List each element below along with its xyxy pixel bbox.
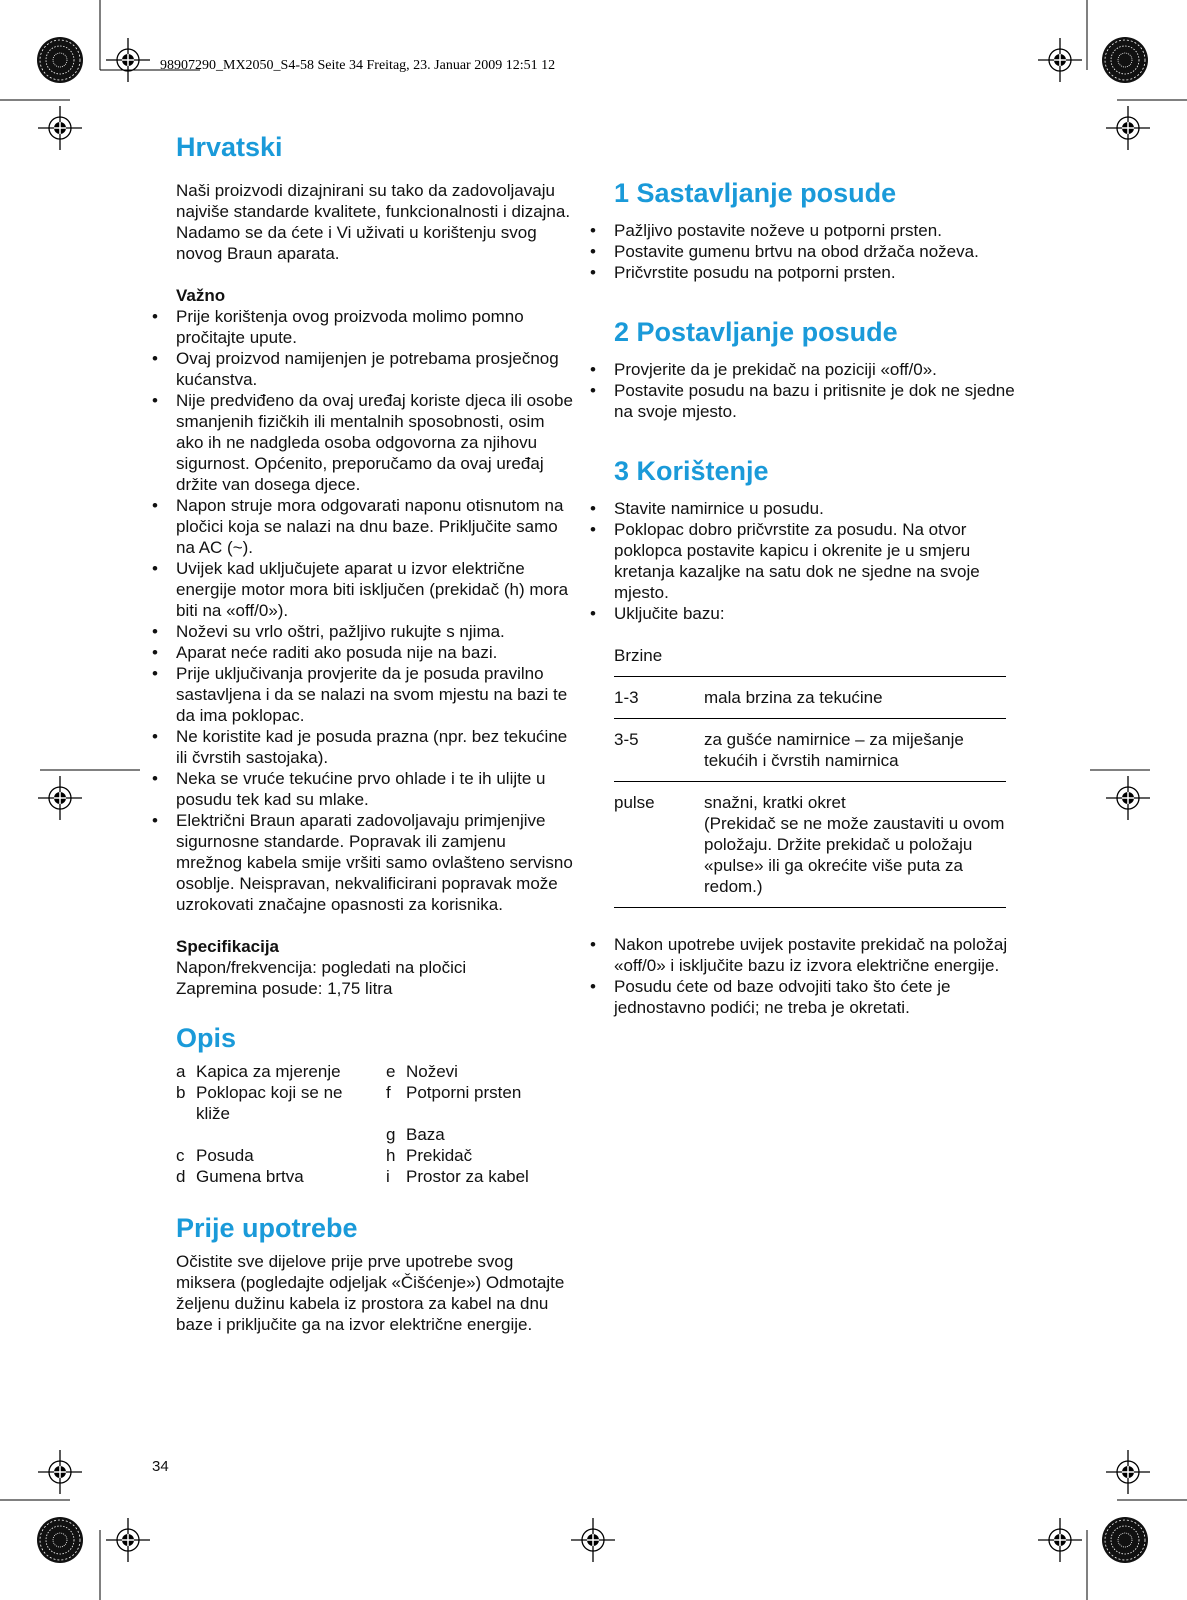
section-2-title: 2 Postavljanje posude [614,317,898,347]
important-list [176,306,576,915]
right-column [614,176,1034,1018]
section-1-list [614,220,1034,283]
registration-star-icon [37,1517,83,1563]
part-item: g Baza [386,1125,445,1144]
registration-star-icon [1102,1517,1148,1563]
before-use-text: Očistite sve dijelove prije prve upotrebe svog miksera (pogledajte odjeljak «Čišćenje») Odmotajte željenu dužinu kabela iz prostora za kabel na dnu baze i priključite ga na izvor električne energije. [176,1252,565,1334]
section-2-list [614,359,1034,422]
speed-table [614,645,1006,908]
spec-line: Zapremina posude: 1,75 litra [176,979,393,998]
list-item: • Aparat neće raditi ako posuda nije na bazi. [176,642,576,663]
print-slug: 98907290_MX2050_S4-58 Seite 34 Freitag, 23. Januar 2009 12:51 12 [160,58,556,73]
list-item: • Prije korištenja ovog proizvoda molimo pomno pročitajte upute. [176,306,576,348]
parts-list [176,1061,576,1187]
opis-title: Opis [176,1023,237,1053]
part-item: d Gumena brtva [176,1167,304,1186]
speed-key: pulse [614,793,655,812]
speed-value: mala brzina za tekućine [704,688,883,707]
table-row [614,782,1006,908]
section-1-title: 1 Sastavljanje posude [614,178,897,208]
speed-key: 1-3 [614,688,639,707]
spec-line: Napon/frekvencija: pogledati na pločici [176,958,467,977]
important-heading: Važno [176,286,226,305]
list-item: • Postavite gumenu brtvu na obod držača noževa. [614,241,1034,262]
list-item: • Napon struje mora odgovarati naponu otisnutom na pločici koja se nalazi na dnu baze. Priključite samo na AC (~). [176,495,576,558]
spec-heading: Specifikacija [176,937,280,956]
page-number: 34 [152,1458,169,1475]
table-row [614,719,1006,782]
speed-heading: Brzine [614,646,663,665]
list-item: • Ne koristite kad je posuda prazna (npr. bez tekućine ili čvrstih sastojaka). [176,726,576,768]
list-item: • Pažljivo postavite noževe u potporni prsten. [614,220,1034,241]
list-item: • Ovaj proizvod namijenjen je potrebama prosječnog kućanstva. [176,348,576,390]
part-item: e Noževi [386,1062,458,1081]
list-item: • Postavite posudu na bazu i pritisnite je dok ne sjedne na svoje mjesto. [614,380,1034,422]
table-row [614,677,1006,719]
list-item: • Poklopac dobro pričvrstite za posudu. Na otvor poklopca postavite kapicu i okrenite je u smjeru kretanja kazaljke na satu dok ne sjedne na svoje mjesto. [614,519,1034,603]
list-item: • Posudu ćete od baze odvojiti tako što ćete je jednostavno podići; ne treba je okretati. [614,976,1034,1018]
list-item: • Uvijek kad uključujete aparat u izvor električne energije motor mora biti isključen (prekidač (h) mora biti na «off/0»). [176,558,576,621]
part-item: i Prostor za kabel [386,1167,529,1186]
speed-table-header [614,645,1006,677]
part-item: b Poklopac koji se ne kliže [176,1083,343,1123]
list-item: • Pričvrstite posudu na potporni prsten. [614,262,1034,283]
left-column [176,130,576,1335]
section-3-title: 3 Korištenje [614,456,769,486]
after-use-list [614,934,1034,1018]
speed-value: snažni, kratki okret (Prekidač se ne može zaustaviti u ovom položaju. Držite prekidač u položaju «pulse» ili ga okrećite više puta za redom.) [704,793,1005,896]
intro-text: Naši proizvodi dizajnirani su tako da zadovoljavaju najviše standarde kvalitete, funkcionalnosti i dizajna. Nadamo se da ćete i Vi uživati u korištenju svog novog Braun aparata. [176,181,571,263]
before-use-title: Prije upotrebe [176,1213,358,1243]
part-item: f Potporni prsten [386,1083,522,1102]
list-item: • Nije predviđeno da ovaj uređaj koriste djeca ili osobe smanjenih fizičkih ili mentalnih sposobnosti, osim ako ih ne nadgleda osoba odgovorna za njihovu sigurnost. Općenito, preporučamo da ovaj uređaj držite van dosega djece. [176,390,576,495]
section-3-list [614,498,1034,624]
list-item: • Električni Braun aparati zadovoljavaju primjenjive sigurnosne standarde. Popravak ili zamjenu mrežnog kabela smije vršiti samo ovlašteno servisno osoblje. Neispravan, nekvalificirani popravak može uzrokovati značajne opasnosti za korisnika. [176,810,576,915]
list-item: • Uključite bazu: [614,603,1034,624]
part-item: a Kapica za mjerenje [176,1062,341,1081]
registration-star-icon [1102,37,1148,83]
part-item-spacer [176,1124,386,1145]
speed-value: za gušće namirnice – za miješanje tekućih i čvrstih namirnica [704,730,964,770]
part-item: h Prekidač [386,1146,473,1165]
list-item: • Neka se vruće tekućine prvo ohlade i te ih ulijte u posudu tek kad su mlake. [176,768,576,810]
speed-key: 3-5 [614,730,639,749]
list-item: • Nakon upotrebe uvijek postavite prekidač na položaj «off/0» i isključite bazu iz izvora električne energije. [614,934,1034,976]
list-item: • Provjerite da je prekidač na poziciji «off/0». [614,359,1034,380]
list-item: • Stavite namirnice u posudu. [614,498,1034,519]
list-item: • Noževi su vrlo oštri, pažljivo rukujte s njima. [176,621,576,642]
language-title: Hrvatski [176,132,283,162]
list-item: • Prije uključivanja provjerite da je posuda pravilno sastavljena i da se nalazi na svom mjestu na bazi te da ima poklopac. [176,663,576,726]
part-item: c Posuda [176,1146,254,1165]
registration-star-icon [37,37,83,83]
